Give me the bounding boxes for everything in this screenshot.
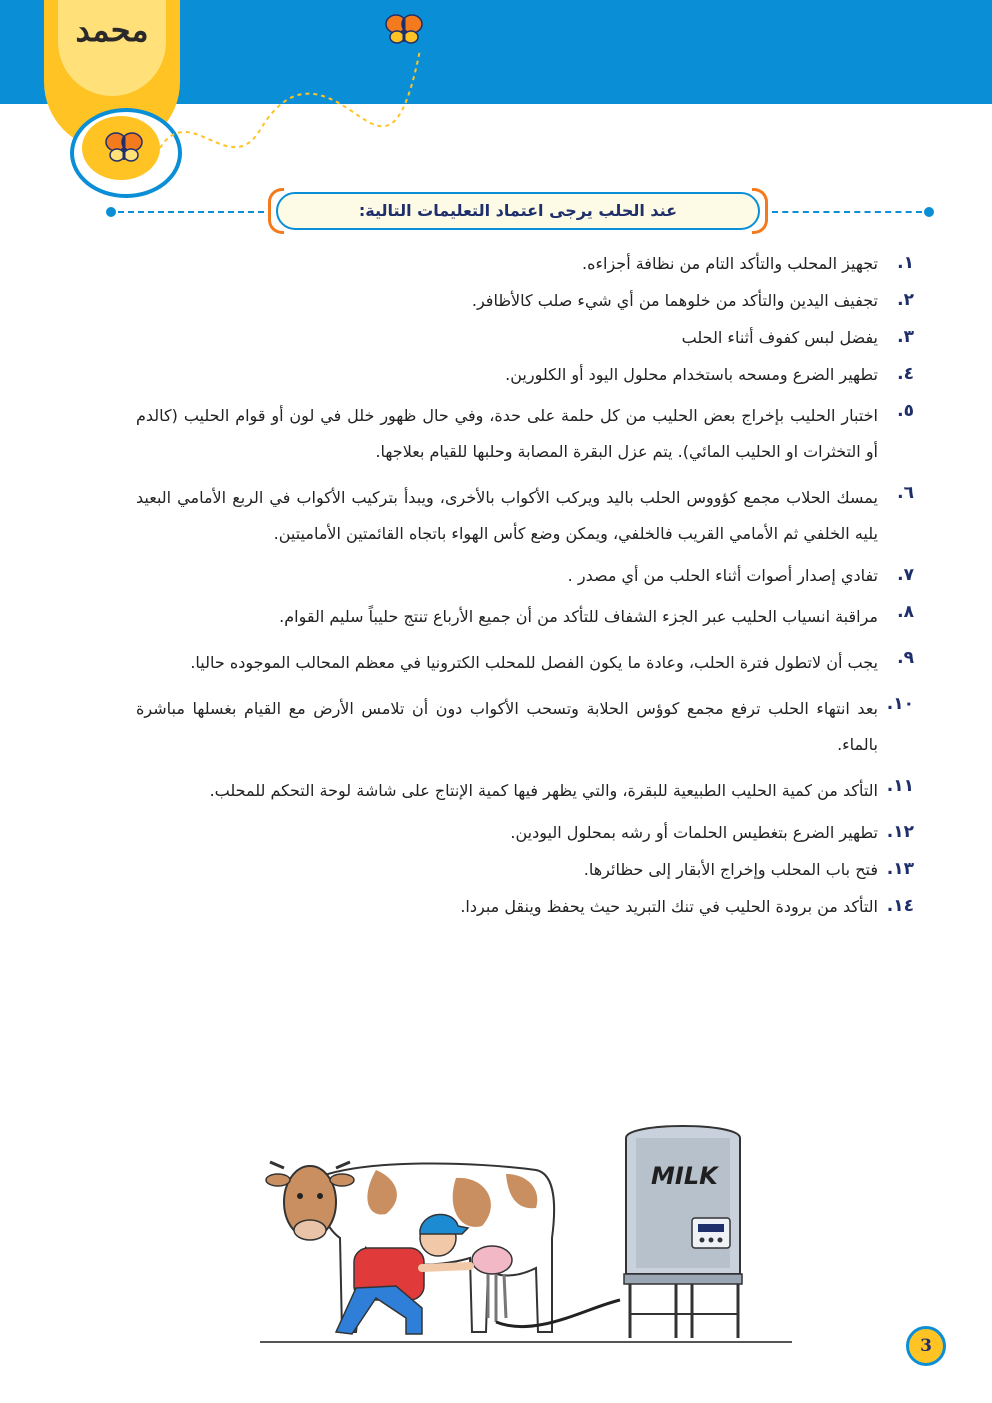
item-text: تجفيف اليدين والتأكد من خلوهما من أي شيء صلب كالأظافر. [471,291,878,310]
list-item [136,819,914,846]
list-item [136,398,914,470]
list-item [136,480,914,552]
item-number: ١٤. [886,896,914,916]
list-item [136,856,914,883]
item-number: ٧. [897,565,914,585]
section-header [276,192,760,230]
item-number: ١١. [886,776,914,796]
item-text: يجب أن لاتطول فترة الحلب، وعادة ما يكون الفصل للمحلب الكترونيا في معظم المحالب الموجوده حاليا. [190,653,878,672]
item-text: بعد انتهاء الحلب ترفع مجمع كوؤس الحلابة وتسحب الأكواب دون أن تلامس الأرض مع القيام بغسلها مباشرة بالماء. [136,699,878,754]
list-item [136,773,914,809]
divider-line [772,211,922,213]
item-number: ٢. [897,290,914,310]
list-item [136,645,914,681]
item-number: ٥. [897,401,914,421]
item-text: التأكد من برودة الحليب في تنك التبريد حيث يحفظ وينقل مبردا. [460,897,878,916]
item-text: فتح باب المحلب وإخراج الأبقار إلى حظائرها. [583,860,878,879]
butterfly-icon [104,130,144,164]
divider-line [118,211,264,213]
page-number: 3 [906,1326,946,1366]
list-item [136,893,914,920]
milk-tank [624,1126,742,1338]
list-item [136,599,914,635]
section-title: عند الحلب يرجى اعتماد التعليمات التالية: [358,201,678,220]
item-number: ١٠. [886,694,914,714]
item-text: تطهير الضرع بتغطيس الحلمات أو رشه بمحلول اليودين. [510,823,878,842]
item-text: تفادي إصدار أصوات أثناء الحلب من أي مصدر . [567,566,878,585]
divider-dot [106,207,116,217]
item-number: ٣. [897,327,914,347]
logo-calligraphy: محمد [75,11,149,49]
tank-label: MILK [651,1162,718,1190]
item-text: التأكد من كمية الحليب الطبيعية للبقرة، والتي يظهر فيها كمية الإنتاج على شاشة لوحة التحكم للمحلب. [209,781,878,800]
item-text: يمسك الحلاب مجمع كؤووس الحلب باليد ويركب الأكواب بالأخرى، ويبدأ بتركيب الأكواب في الربع الأمامي البعيد يليه الخلفي ثم الأمامي القريب فالخلفي، ويمكن وضع كأس الهواء باتجاه القائمتين الأماميتين. [136,488,878,543]
item-number: ١٣. [886,859,914,879]
milking-cups [488,1274,506,1322]
butterfly-icon [384,12,424,46]
item-number: ٤. [897,364,914,384]
item-text: تطهير الضرع ومسحه باستخدام محلول اليود أو الكلورين. [505,365,878,384]
list-item [136,250,914,277]
item-number: ١. [897,253,914,273]
list-item [136,562,914,589]
milk-hose [496,1300,620,1327]
list-item [136,287,914,314]
list-item [136,324,914,351]
item-text: يفضل لبس كفوف أثناء الحلب [681,328,878,347]
item-number: ٨. [897,602,914,622]
item-number: ١٢. [886,822,914,842]
item-text: مراقبة انسياب الحليب عبر الجزء الشفاف للتأكد من أن جميع الأرباع تنتج حليباً سليم القوام. [279,607,878,626]
instructions-list [136,250,914,930]
item-text: اختبار الحليب بإخراج بعض الحليب من كل حلمة على حدة، وفي حال ظهور خلل في لون أو قوام الحليب (كالدم أو التخثرات او الحليب المائي). يتم عزل البقرة المصابة وحلبها للقيام بعلاجها. [136,406,878,461]
item-number: ٩. [897,648,914,668]
item-number: ٦. [897,483,914,503]
list-item [136,361,914,388]
milking-illustration [256,1118,796,1348]
item-text: تجهيز المحلب والتأكد التام من نظافة أجزاءه. [582,254,878,273]
divider-dot [924,207,934,217]
list-item [136,691,914,763]
butterfly-trail [150,30,440,190]
tank-control-panel [692,1218,730,1248]
